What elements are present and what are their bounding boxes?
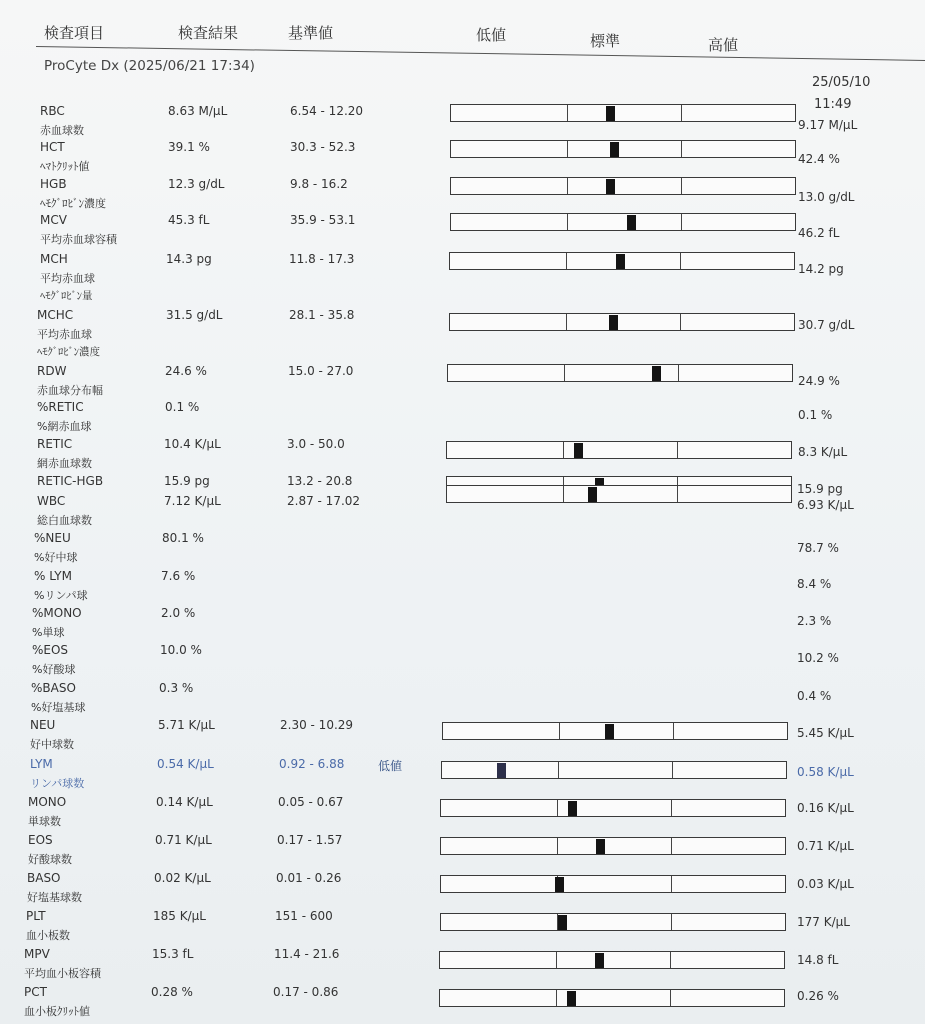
range-gauge — [440, 799, 786, 817]
test-name-jp: %好中球 — [34, 551, 78, 564]
test-name-jp: 血小板数 — [26, 929, 70, 942]
gauge-divider — [563, 442, 564, 458]
previous-value: 0.71 K/μL — [797, 839, 854, 853]
gauge-marker — [606, 179, 615, 194]
range-gauge — [446, 441, 792, 459]
test-name: MONO — [28, 795, 67, 809]
gauge-marker — [567, 991, 576, 1006]
result-row-mono — [0, 795, 925, 833]
gauge-marker — [558, 915, 567, 930]
test-name: HGB — [40, 177, 67, 191]
gauge-marker — [606, 106, 615, 121]
gauge-divider — [558, 762, 559, 778]
test-name-jp: 赤血球数 — [40, 124, 84, 137]
result-value: 0.02 K/μL — [154, 871, 211, 885]
test-name: MCHC — [37, 308, 74, 322]
gauge-marker — [605, 724, 614, 739]
result-row-lym — [0, 569, 925, 607]
gauge-marker — [609, 315, 618, 330]
test-name-jp-line2: ﾍﾓｸﾞﾛﾋﾞﾝ濃度 — [37, 346, 100, 358]
result-row-hct — [0, 140, 925, 178]
gauge-marker — [568, 801, 577, 816]
previous-value: 14.2 pg — [798, 262, 844, 276]
result-value: 10.0 % — [160, 643, 202, 657]
gauge-marker — [610, 142, 619, 157]
range-gauge — [442, 722, 788, 740]
previous-value: 8.3 K/μL — [798, 445, 848, 459]
range-gauge — [439, 989, 785, 1007]
result-value: 7.6 % — [161, 569, 196, 583]
range-gauge — [450, 140, 796, 158]
previous-time: 11:49 — [814, 97, 852, 112]
previous-value: 0.4 % — [797, 689, 832, 703]
reference-range: 30.3 - 52.3 — [290, 140, 356, 154]
test-name-jp-line2: ﾍﾓｸﾞﾛﾋﾞﾝ量 — [40, 290, 93, 302]
result-value: 12.3 g/dL — [168, 177, 225, 191]
test-name-jp: 赤血球分布幅 — [37, 384, 103, 397]
test-name: PCT — [24, 985, 47, 999]
result-value: 7.12 K/μL — [164, 494, 221, 508]
result-value: 39.1 % — [168, 140, 210, 154]
header-reference: 基準値 — [288, 24, 334, 42]
header-item: 検査項目 — [44, 24, 105, 42]
range-gauge — [449, 313, 795, 331]
reference-range: 2.30 - 10.29 — [280, 718, 354, 732]
reference-range: 35.9 - 53.1 — [290, 213, 356, 227]
reference-range: 15.0 - 27.0 — [288, 364, 354, 378]
previous-value: 0.03 K/μL — [797, 877, 854, 891]
gauge-divider — [564, 365, 565, 381]
gauge-divider — [567, 105, 568, 121]
gauge-divider — [671, 838, 672, 854]
gauge-divider — [673, 723, 674, 739]
test-name-jp: %好塩基球 — [31, 701, 86, 714]
reference-range: 9.8 - 16.2 — [290, 177, 348, 191]
low-flag: 低値 — [378, 759, 403, 773]
test-name-jp: ﾍﾏﾄｸﾘｯﾄ値 — [40, 160, 90, 173]
reference-range: 2.87 - 17.02 — [287, 494, 361, 508]
test-name: BASO — [27, 871, 61, 885]
reference-range: 11.4 - 21.6 — [274, 947, 340, 961]
previous-date: 25/05/10 — [812, 75, 871, 90]
result-value: 0.3 % — [159, 681, 194, 695]
test-name: EOS — [28, 833, 53, 847]
gauge-marker — [574, 443, 583, 458]
range-gauge — [450, 213, 796, 231]
gauge-divider — [670, 952, 671, 968]
test-name: RDW — [37, 364, 67, 378]
gauge-divider — [670, 990, 671, 1006]
header-low: 低値 — [476, 26, 507, 44]
result-value: 0.54 K/μL — [157, 757, 214, 771]
range-gauge — [446, 485, 792, 503]
previous-value: 10.2 % — [797, 651, 839, 665]
gauge-marker — [497, 763, 506, 778]
result-row-rbc — [0, 104, 925, 142]
result-value: 8.63 M/μL — [168, 104, 228, 118]
test-name: NEU — [30, 718, 56, 732]
test-name-jp: ﾍﾓｸﾞﾛﾋﾞﾝ濃度 — [40, 197, 106, 210]
reference-range: 3.0 - 50.0 — [287, 437, 345, 451]
test-name-jp: リンパ球数 — [30, 777, 85, 790]
gauge-divider — [672, 762, 673, 778]
gauge-divider — [563, 486, 564, 502]
gauge-marker — [596, 839, 605, 854]
gauge-marker — [595, 953, 604, 968]
reference-range: 0.17 - 1.57 — [277, 833, 343, 847]
test-name: %EOS — [32, 643, 69, 657]
test-name: MCV — [40, 213, 67, 227]
range-gauge — [440, 837, 786, 855]
range-gauge — [450, 177, 796, 195]
gauge-marker — [555, 877, 564, 892]
range-gauge — [440, 913, 786, 931]
result-value: 5.71 K/μL — [158, 718, 215, 732]
reference-range: 0.17 - 0.86 — [273, 985, 339, 999]
result-value: 10.4 K/μL — [164, 437, 221, 451]
previous-value: 0.26 % — [797, 989, 839, 1003]
reference-range: 151 - 600 — [275, 909, 333, 923]
result-value: 0.71 K/μL — [155, 833, 212, 847]
gauge-divider — [567, 141, 568, 157]
test-name-jp: 単球数 — [28, 815, 61, 828]
gauge-divider — [566, 314, 567, 330]
reference-range: 0.92 - 6.88 — [279, 757, 345, 771]
previous-value: 78.7 % — [797, 541, 839, 555]
gauge-marker — [588, 487, 597, 502]
test-name: RBC — [40, 104, 65, 118]
test-name: %NEU — [34, 531, 71, 545]
reference-range: 11.8 - 17.3 — [289, 252, 355, 266]
gauge-divider — [680, 253, 681, 269]
result-row-wbc — [0, 494, 925, 532]
gauge-divider — [681, 178, 682, 194]
gauge-divider — [559, 723, 560, 739]
test-name-jp: 平均赤血球 — [40, 272, 95, 285]
result-row-baso — [0, 871, 925, 909]
test-name: MCH — [40, 252, 68, 266]
result-row-neu — [0, 531, 925, 569]
test-name-jp: 好中球数 — [30, 738, 74, 751]
result-row-retic — [0, 437, 925, 475]
result-row-mch — [0, 252, 925, 302]
previous-value: 5.45 K/μL — [797, 726, 854, 740]
result-value: 0.14 K/μL — [156, 795, 213, 809]
test-name-jp: %網赤血球 — [37, 420, 92, 433]
gauge-divider — [677, 442, 678, 458]
test-name-jp: 平均赤血球容積 — [40, 233, 117, 246]
result-value: 0.1 % — [165, 400, 200, 414]
previous-value: 8.4 % — [797, 577, 832, 591]
gauge-divider — [556, 952, 557, 968]
reference-range: 6.54 - 12.20 — [290, 104, 364, 118]
test-name-jp: %リンパ球 — [34, 589, 88, 602]
gauge-marker — [627, 215, 636, 230]
previous-value: 30.7 g/dL — [798, 318, 855, 332]
test-name-jp: 平均赤血球 — [37, 328, 92, 341]
gauge-divider — [678, 365, 679, 381]
previous-value: 14.8 fL — [797, 953, 839, 967]
header-high: 高値 — [708, 36, 739, 54]
reference-range: 0.01 - 0.26 — [276, 871, 342, 885]
test-name: PLT — [26, 909, 46, 923]
range-gauge — [440, 875, 786, 893]
test-name: WBC — [37, 494, 66, 508]
result-row-retic — [0, 400, 925, 438]
test-name: % LYM — [34, 569, 72, 583]
test-name-jp: 総白血球数 — [37, 514, 92, 527]
test-name-jp: %好酸球 — [32, 663, 76, 676]
gauge-divider — [671, 876, 672, 892]
test-name-jp: 血小板ｸﾘｯﾄ値 — [24, 1005, 90, 1018]
result-row-mchc — [0, 308, 925, 358]
gauge-marker — [616, 254, 625, 269]
gauge-divider — [677, 486, 678, 502]
reference-range: 0.05 - 0.67 — [278, 795, 344, 809]
result-row-mono — [0, 606, 925, 644]
previous-value: 9.17 M/μL — [798, 118, 858, 132]
test-name-jp: %単球 — [32, 626, 65, 639]
result-value: 2.0 % — [161, 606, 196, 620]
range-gauge — [450, 104, 796, 122]
reference-range: 13.2 - 20.8 — [287, 474, 353, 488]
header-normal: 標準 — [590, 32, 621, 50]
previous-value: 177 K/μL — [797, 915, 850, 929]
gauge-divider — [557, 800, 558, 816]
result-value: 80.1 % — [162, 531, 204, 545]
result-row-plt — [0, 909, 925, 947]
range-gauge — [447, 364, 793, 382]
gauge-marker — [652, 366, 661, 381]
result-row-pct — [0, 985, 925, 1023]
reference-range: 28.1 - 35.8 — [289, 308, 355, 322]
device-info: ProCyte Dx (2025/06/21 17:34) — [44, 58, 255, 74]
range-gauge — [449, 252, 795, 270]
previous-value: 6.93 K/μL — [797, 498, 854, 512]
result-row-rdw — [0, 364, 925, 402]
test-name-jp: 好酸球数 — [28, 853, 72, 866]
gauge-divider — [681, 141, 682, 157]
gauge-divider — [567, 178, 568, 194]
previous-value: 13.0 g/dL — [798, 190, 855, 204]
gauge-divider — [671, 914, 672, 930]
result-row-eos — [0, 643, 925, 681]
test-name: RETIC-HGB — [37, 474, 104, 488]
result-row-hgb — [0, 177, 925, 215]
previous-value: 24.9 % — [798, 374, 840, 388]
previous-value: 0.58 K/μL — [797, 765, 854, 779]
result-row-eos — [0, 833, 925, 871]
result-row-lym — [0, 757, 925, 795]
result-value: 14.3 pg — [166, 252, 212, 266]
result-value: 15.3 fL — [152, 947, 194, 961]
range-gauge — [441, 761, 787, 779]
test-name-jp: 平均血小板容積 — [24, 967, 101, 980]
test-name: LYM — [30, 757, 53, 771]
result-row-baso — [0, 681, 925, 719]
result-row-mcv — [0, 213, 925, 251]
test-name: MPV — [24, 947, 50, 961]
result-value: 31.5 g/dL — [166, 308, 223, 322]
result-row-mpv — [0, 947, 925, 985]
gauge-divider — [681, 214, 682, 230]
gauge-divider — [557, 838, 558, 854]
previous-value: 0.16 K/μL — [797, 801, 854, 815]
result-value: 45.3 fL — [168, 213, 210, 227]
previous-value: 0.1 % — [798, 408, 833, 422]
previous-value: 42.4 % — [798, 152, 840, 166]
gauge-divider — [681, 105, 682, 121]
result-value: 15.9 pg — [164, 474, 210, 488]
test-name-jp: 網赤血球数 — [37, 457, 92, 470]
result-value: 185 K/μL — [153, 909, 206, 923]
previous-value: 15.9 pg — [797, 482, 843, 496]
test-name: %MONO — [32, 606, 82, 620]
previous-value: 2.3 % — [797, 614, 832, 628]
header-result: 検査結果 — [178, 24, 239, 42]
test-name: %RETIC — [37, 400, 84, 414]
previous-value: 46.2 fL — [798, 226, 840, 240]
gauge-divider — [556, 990, 557, 1006]
result-row-neu — [0, 718, 925, 756]
gauge-divider — [671, 800, 672, 816]
gauge-divider — [680, 314, 681, 330]
gauge-divider — [566, 253, 567, 269]
gauge-divider — [567, 214, 568, 230]
test-name: RETIC — [37, 437, 73, 451]
result-value: 24.6 % — [165, 364, 207, 378]
test-name: HCT — [40, 140, 65, 154]
test-name-jp: 好塩基球数 — [27, 891, 82, 904]
test-name: %BASO — [31, 681, 76, 695]
result-value: 0.28 % — [151, 985, 193, 999]
range-gauge — [439, 951, 785, 969]
